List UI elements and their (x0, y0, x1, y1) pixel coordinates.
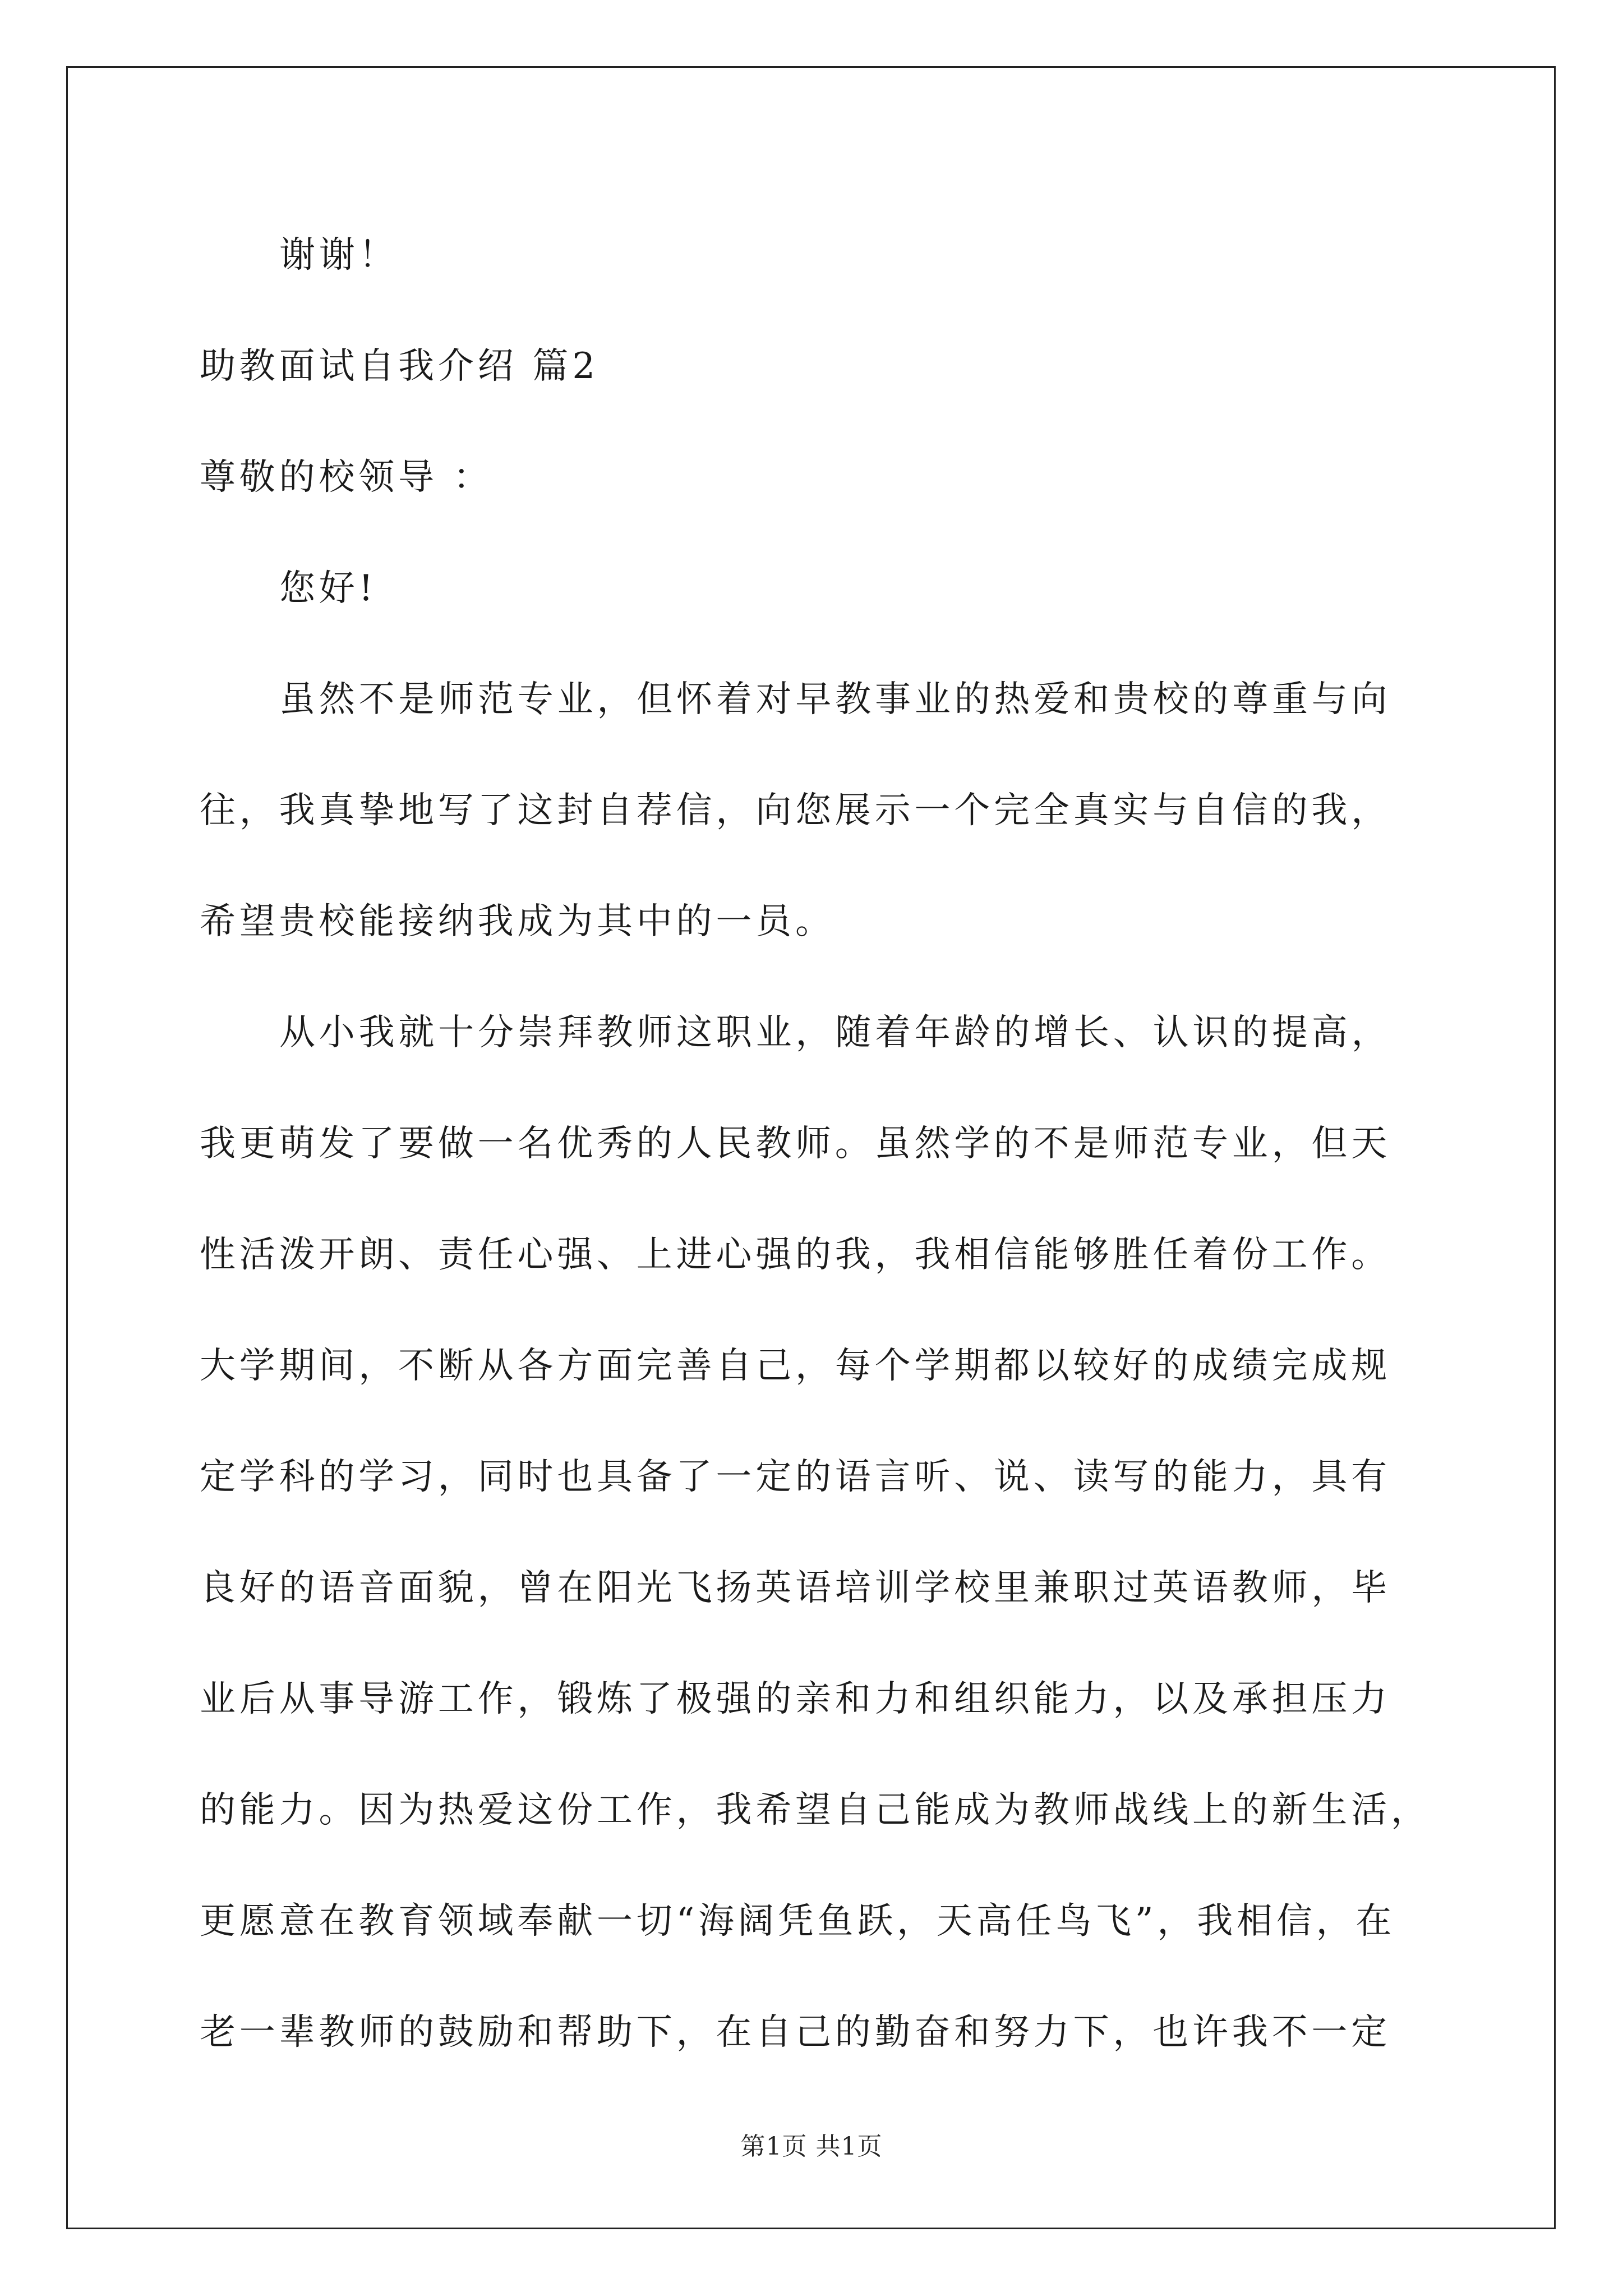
paragraph-line: 良好的语音面貌，曾在阳光飞扬英语培训学校里兼职过英语教师，毕 (200, 1567, 1391, 1609)
page-footer: 第1页 共1页 (740, 2132, 883, 2161)
greeting: 您好! (279, 568, 377, 609)
paragraph-line: 性活泼开朗、责任心强、上进心强的我，我相信能够胜任着份工作。 (200, 1234, 1391, 1276)
closing-text: 谢谢！ (279, 234, 399, 276)
paragraph-line: 希望贵校能接纳我成为其中的一员。 (200, 901, 835, 942)
paragraph-line: 业后从事导游工作，锻炼了极强的亲和力和组织能力，以及承担压力 (200, 1678, 1391, 1720)
paragraph-line: 定学科的学习，同时也具备了一定的语言听、说、读写的能力，具有 (200, 1456, 1391, 1498)
section-title: 助教面试自我介绍 篇2 (200, 346, 599, 387)
paragraph-line: 虽然不是师范专业，但怀着对早教事业的热爱和贵校的尊重与向 (279, 679, 1391, 720)
paragraph-line: 我更萌发了要做一名优秀的人民教师。虽然学的不是师范专业，但天 (200, 1123, 1391, 1165)
paragraph-line: 往，我真挚地写了这封自荐信，向您展示一个完全真实与自信的我， (200, 790, 1391, 831)
salutation: 尊敬的校领导 ： (200, 457, 493, 498)
paragraph-line: 从小我就十分崇拜教师这职业，随着年龄的增长、认识的提高， (279, 1012, 1391, 1053)
paragraph-line: 的能力。因为热爱这份工作，我希望自己能成为教师战线上的新生活， (200, 1789, 1431, 1831)
paragraph-line: 老一辈教师的鼓励和帮助下，在自己的勤奋和努力下，也许我不一定 (200, 2012, 1391, 2053)
paragraph-line: 大学期间，不断从各方面完善自己，每个学期都以较好的成绩完成规 (200, 1345, 1391, 1387)
paragraph-line: 更愿意在教育领域奉献一切“海阔凭鱼跃，天高任鸟飞”，我相信，在 (200, 1901, 1396, 1942)
